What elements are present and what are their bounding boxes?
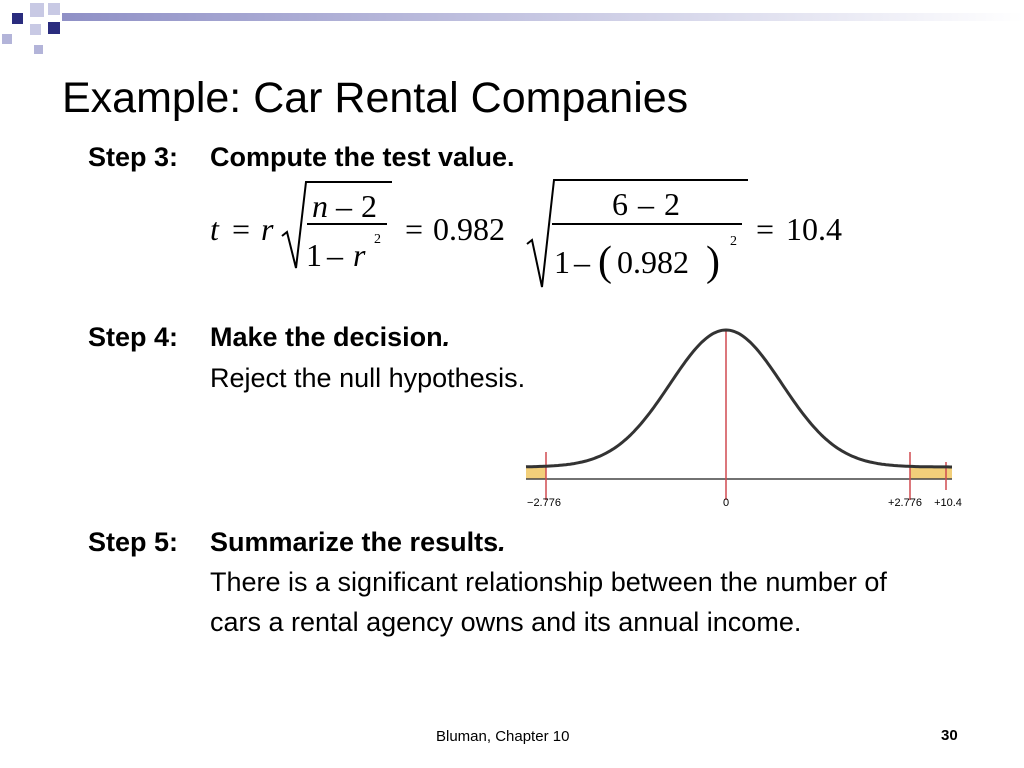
step3-number: Step 3: — [88, 142, 179, 172]
formula-square-exponent: 2 — [374, 232, 381, 247]
formula-two: 2 — [664, 186, 680, 222]
step4-heading — [88, 320, 450, 354]
tick-label-pos-critical: +2.776 — [888, 497, 922, 509]
formula-r-value: 0.982 — [433, 211, 505, 247]
tick-label-neg-critical: −2.776 — [527, 497, 561, 509]
formula-n: n — [312, 188, 328, 224]
distribution-curve — [526, 330, 952, 467]
step4-body: Reject the null hypothesis. — [210, 363, 526, 393]
formula-square-exponent: 2 — [730, 234, 737, 249]
step5-number: Step 5: — [88, 527, 179, 557]
step3-text: Compute the test value. — [210, 142, 515, 172]
tick-label-zero: 0 — [722, 497, 730, 509]
formula-equals: = — [405, 211, 424, 247]
step5-body: There is a significant relationship between the number of cars a rental agency owns and its annual income. — [210, 567, 887, 637]
formula-r: r — [353, 237, 366, 273]
radical-sign — [527, 180, 748, 287]
formula-radicals-and-bars — [0, 0, 1024, 300]
formula-equals: = — [756, 211, 775, 247]
formula-t: t — [210, 211, 219, 247]
step4-number: Step 4: — [88, 322, 179, 352]
page-number: 30 — [941, 727, 958, 744]
footer-source: Bluman, Chapter 10 — [436, 728, 570, 745]
formula-six: 6 — [612, 186, 628, 222]
formula-minus: – — [336, 188, 352, 224]
step5-period: . — [498, 527, 506, 557]
step5-heading — [88, 525, 506, 559]
step4-text: Make the decision — [210, 322, 443, 352]
tick-label-test-value: +10.4 — [934, 497, 962, 509]
formula-r-value: 0.982 — [617, 244, 689, 280]
formula-two: 2 — [361, 188, 377, 224]
formula-result: 10.4 — [786, 211, 842, 247]
formula-minus: – — [638, 186, 654, 222]
step4-period: . — [442, 322, 451, 352]
slide-title: Example: Car Rental Companies — [62, 74, 689, 122]
t-distribution-figure — [520, 312, 964, 512]
formula-left-paren: ( — [598, 239, 612, 285]
formula-minus: – — [574, 244, 590, 280]
step5-text: Summarize the results — [210, 527, 499, 557]
formula-minus: – — [327, 237, 343, 273]
formula-r: r — [261, 211, 274, 247]
formula-one: 1 — [554, 244, 570, 280]
formula-right-paren: ) — [706, 239, 720, 285]
formula-one: 1 — [306, 237, 322, 273]
formula-equals: = — [232, 211, 251, 247]
